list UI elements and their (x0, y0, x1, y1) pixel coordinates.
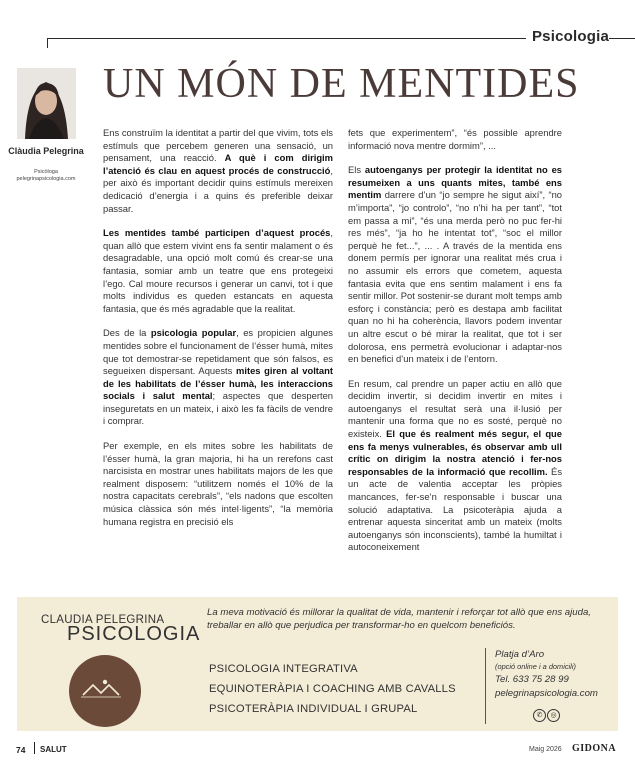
bold-text: psicologia popular (150, 327, 237, 339)
bold-text: A què i com dirigim l’atenció és clau en aquest procés de construcció (103, 152, 333, 176)
article-paragraph (348, 378, 562, 554)
article-title: UN MÓN DE MENTIDES (103, 61, 580, 107)
bold-text: autoenganys per protegir la identitat no es resumeixen a uns quants mites, també ens mentim (348, 164, 562, 201)
article-paragraph (348, 127, 562, 152)
bold-text: El que és realment més segur, el que ens fa menys vulnerables, és observar amb ull crític on dirigim la nostra atenció i fer-nos responsables de la informació que recollim. (348, 428, 562, 477)
text-run: Per exemple, en els mites sobre les habilitats de l’ésser humà, la gran majoria, hi ha un rerefons cast narcisista en mostrar unes habilitats majors de les que realment disposem: “utilitzem només el 10% de la nostra capacitats cerebrals”, “els nadons que escolten música clàssica són més intel·ligents”, “la memòria humana registra en precisió els (103, 440, 333, 527)
author-name: Clàudia Pelegrina (8, 146, 84, 156)
footer-separator (34, 742, 35, 754)
ad-divider (485, 648, 486, 724)
article-paragraph (103, 440, 333, 528)
article-paragraph (103, 127, 333, 215)
section-label: Psicologia (526, 28, 609, 45)
text-run: És un acte de valentia acceptar les pròpies mancances, fer-se’n responsable i buscar una solució adaptativa. La psicoteràpia ajuda a entrenar aquesta sinceritat amb un mateix (molts autoenganys són inconscients), també la humiltat i autoconeixement (348, 465, 562, 553)
article-column-1 (103, 127, 333, 587)
logo-circle (69, 655, 141, 727)
text-run: Els (348, 164, 365, 176)
service-item: PSICOTERÀPIA INDIVIDUAL I GRUPAL (209, 703, 418, 715)
text-run: , es propicien algunes mentides sobre el funcionament de l’ésser humà, mites que tot demostrar-se repetidament que són falsos, es segueixen dispersant. Aquests (103, 327, 333, 377)
article-column-2 (348, 127, 562, 587)
article-paragraph (348, 164, 562, 366)
author-role (8, 169, 84, 183)
text-run: darrere d’un “jo sempre he sigut així”, “no m’importa”, “jo controlo”, “no n’hi ha per tant”, “tot em passa a mi”, “és una merda però no puc fer-hi res més”, “ja ho he intentat tot”, “soc el millor perquè he fet...”, ... . A través de la mentida ens donem permís per ignorar una realitat més crua i no assumir els errors que cometem, aquesta fantasia evita que ens sentim malament i ens fa sentir millor. Pot sostenir-se durant molt temps amb esforç i constància; però es destapa amb facilitat quan no hi ha coherència, llavors podem inventar un altre escut o bé mirar la realitat, que tot i ser dolorosa, ens permetrà evolucionar i adaptar-nos en benefici d’un mateix i de l’entorn. (348, 189, 562, 365)
service-item: PSICOLOGIA INTEGRATIVA (209, 663, 358, 675)
text-run: , quan allò que estem vivint ens fa sentir malament o és desagradable, una opció molt comú és crear-se una fantasia, somiar amb un teatre que ens protegeixi l’ego. Cal moure recursos i generar un canvi, tot i que molts individus es queden estancats en aquesta fantasia, que és més agradable que la realitat. (103, 227, 333, 314)
text-run: En resum, cal prendre un paper actiu en allò que decidim invertir, si decidim invertir en mites i autoenganys el resultat serà una il·lusió per mantenir una forma que no es sosté, perquè no existeix. (348, 377, 562, 440)
ad-service-mode: (opció online i a domicili) (495, 662, 576, 671)
ad-location: Platja d’Aro (495, 649, 545, 660)
magazine-name: GIDONA (572, 743, 617, 754)
instagram-icon[interactable]: ◎ (547, 709, 560, 722)
ad-quote: La meva motivació és millorar la qualitat de vida, mantenir i reforçar tot allò que ens ajuda, treballar en allò que perjudica per transformar-ho en quelcom beneficiós. (207, 607, 591, 631)
bold-text: mites giren al voltant de les habilitats de l’ésser humà, les interaccions socials i salut mental (103, 365, 333, 402)
ad-phone[interactable]: Tel. 633 75 28 99 (495, 674, 569, 685)
issue-date: Maig 2026 (529, 746, 562, 753)
text-run: , per això és important decidir quins estímuls mereixen dedicació d’energia i a quins és preferible deixar passar. (103, 164, 333, 214)
author-photo (17, 68, 76, 139)
header-rule-cap (47, 38, 48, 48)
ad-website[interactable]: pelegrinapsicologia.com (495, 688, 598, 699)
article-paragraph (103, 227, 333, 315)
article-paragraph (103, 327, 333, 428)
footer-section: SALUT (40, 745, 67, 754)
author-role-title: Psicòloga (34, 169, 58, 175)
whatsapp-icon[interactable]: ✆ (533, 709, 546, 722)
bold-text: Les mentides també participen d’aquest procés (103, 227, 331, 239)
text-run: ; aspectes que desperten inseguretats en un mateix, i això les fa fàcils de vendre i comprar. (103, 390, 333, 427)
text-run: fets que experimentem”, “és possible aprendre informació nova mentre dormim”, ... (348, 127, 562, 151)
service-item: EQUINOTERÀPIA I COACHING AMB CAVALLS (209, 683, 456, 695)
page-number: 74 (16, 745, 26, 755)
advertisement-banner (17, 597, 618, 731)
ad-practitioner-name: CLAUDIA PELEGRINA (41, 614, 165, 626)
ad-brand-name: PSICOLOGIA (67, 623, 201, 645)
author-website: pelegrinapsicologia.com (16, 176, 76, 182)
text-run: Des de la (103, 327, 151, 339)
text-run: Ens construïm la identitat a partir del que vivim, tots els estímuls que percebem generen una sensació, un pensament, una reacció. (103, 127, 333, 164)
